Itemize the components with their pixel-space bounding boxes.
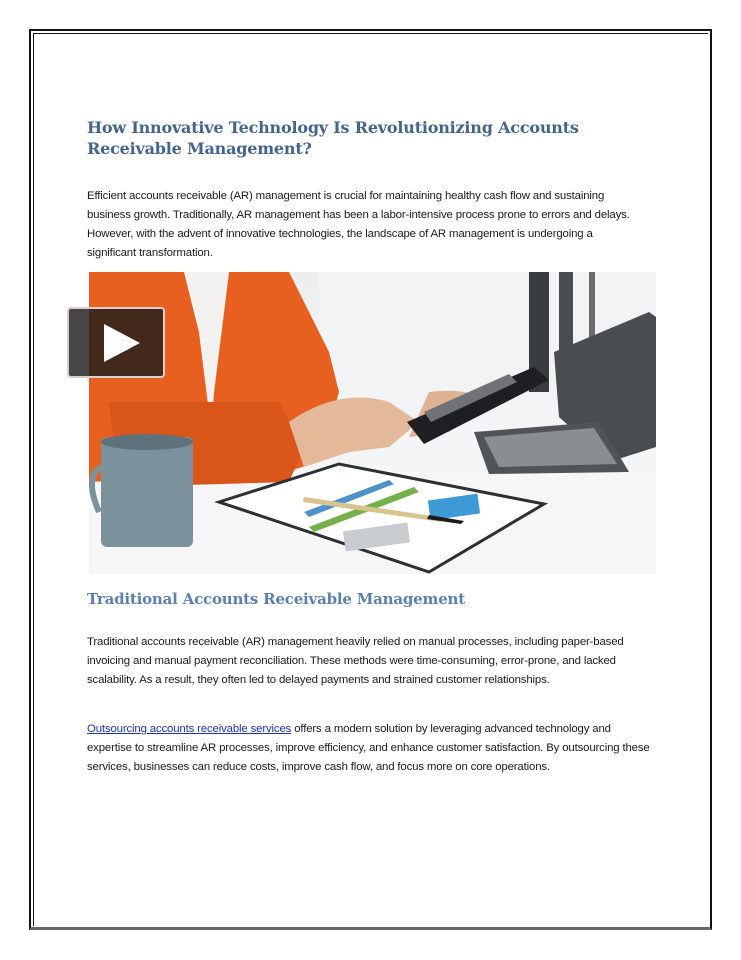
section-heading: Traditional Accounts Receivable Management [87, 590, 465, 608]
section-paragraph: Traditional accounts receivable (AR) management heavily relied on manual processes, including paper-based invoicing and manual payment reconciliation. These methods were time-consuming, error-prone, and lacked scalability. As a result, they often led to delayed payments and strained customer relationships. [87, 636, 624, 686]
outsourcing-paragraph-text: offers a modern solution by leveraging advanced technology and expertise to streamline AR processes, improve efficiency, and enhance customer satisfaction. By outsourcing these services, businesses can reduce costs, improve cash flow, and focus more on core operations. [87, 723, 650, 773]
intro-paragraph: Efficient accounts receivable (AR) management is crucial for maintaining healthy cash flow and sustaining business growth. Traditionally, AR management has been a labor-intensive process prone to errors and delays. However, with the advent of innovative technologies, the landscape of AR management is undergoing a significant transformation. [87, 190, 630, 259]
photo-illustration [89, 272, 656, 574]
outsourcing-link[interactable]: Outsourcing accounts receivable services [87, 723, 292, 735]
outsourcing-paragraph [87, 720, 657, 777]
play-icon [102, 322, 142, 364]
article-photo [89, 272, 656, 574]
page-title: How Innovative Technology Is Revolutionizing Accounts Receivable Management? [87, 118, 579, 158]
play-button[interactable] [67, 307, 165, 378]
